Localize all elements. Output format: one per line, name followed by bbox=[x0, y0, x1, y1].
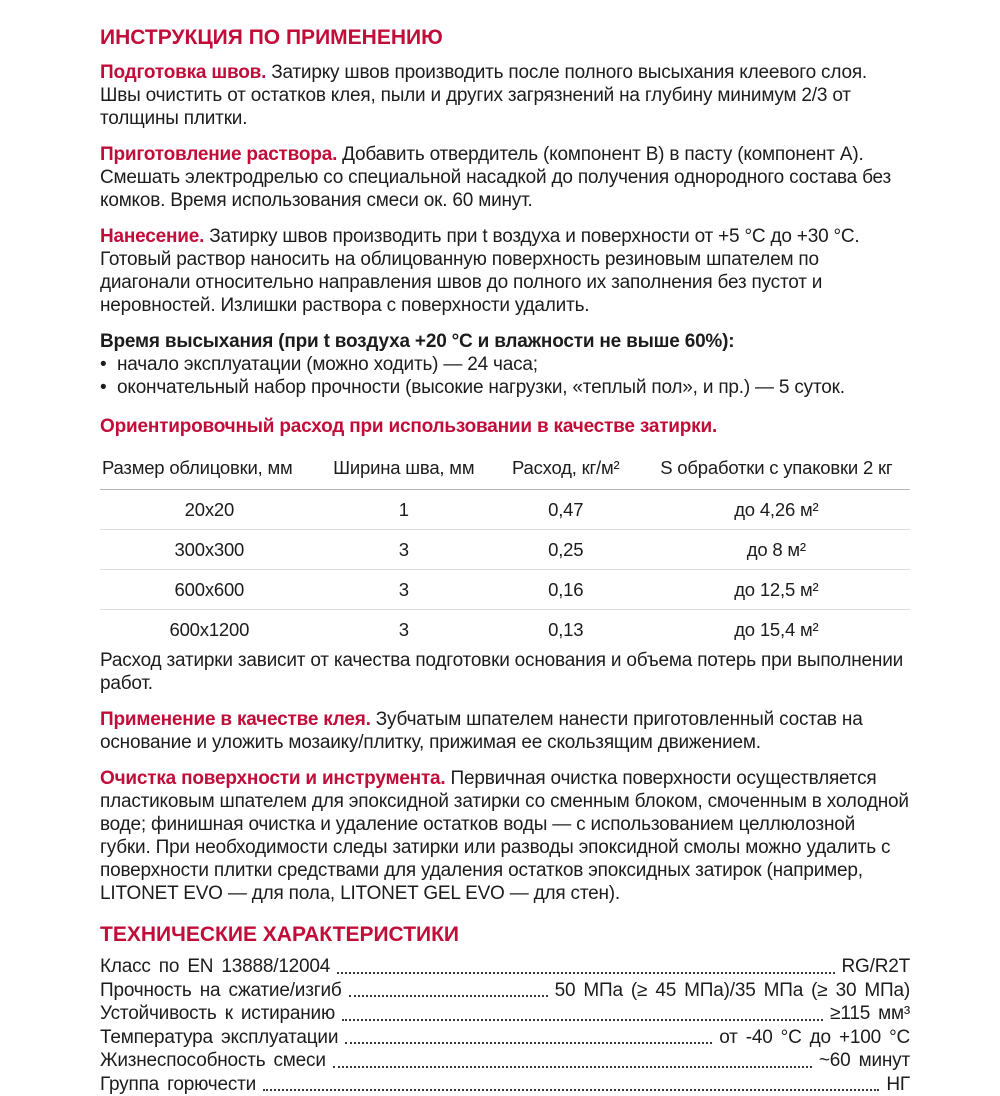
spec-value: от -40 °C до +100 °C bbox=[719, 1026, 910, 1050]
paragraph-application bbox=[100, 225, 910, 317]
cell-consumption: 0,47 bbox=[489, 490, 643, 530]
adhesive-use-text: Зубчатым шпателем нанести приготовленный состав на основание и уложить мозаику/плитку, прижимая ее скользящим движением. bbox=[100, 709, 863, 753]
column-header-coverage: S обработки с упаковки 2 кг bbox=[643, 448, 910, 490]
joint-preparation-text: Затирку швов производить после полного высыхания клеевого слоя. Швы очистить от остатков клея, пыли и других загрязнений на глубину минимум 2/3 от толщины плитки. bbox=[100, 62, 867, 129]
drying-item-text: начало эксплуатации (можно ходить) — 24 часа; bbox=[117, 353, 538, 376]
adhesive-use-lead: Применение в качестве клея. bbox=[100, 709, 371, 730]
paragraph-cleaning bbox=[100, 767, 910, 905]
column-header-tile-size: Размер облицовки, мм bbox=[100, 448, 319, 490]
table-row bbox=[100, 490, 910, 530]
spec-row-pot-life bbox=[100, 1049, 910, 1073]
tech-specs-heading: ТЕХНИЧЕСКИЕ ХАРАКТЕРИСТИКИ bbox=[100, 923, 910, 947]
spec-row-temperature bbox=[100, 1026, 910, 1050]
application-text: Затирку швов производить при t воздуха и поверхности от +5 °C до +30 °C. Готовый раствор наносить на облицованную поверхность резиновым шпателем по диагонали относительно направления швов до полного их заполнения без пустот и неровностей. Излишки раствора с поверхности удалить. bbox=[100, 226, 860, 316]
column-header-joint-width: Ширина шва, мм bbox=[319, 448, 489, 490]
dotted-leader bbox=[333, 1066, 812, 1068]
cell-coverage: до 12,5 м² bbox=[643, 570, 910, 610]
spec-label: Группа горючести bbox=[100, 1073, 256, 1096]
cell-tile-size: 600x600 bbox=[100, 570, 319, 610]
bullet-icon: • bbox=[100, 353, 117, 376]
table-row bbox=[100, 530, 910, 570]
spec-value: ~60 минут bbox=[819, 1049, 910, 1073]
cell-consumption: 0,25 bbox=[489, 530, 643, 570]
tech-specs-list bbox=[100, 955, 910, 1096]
cell-joint-width: 3 bbox=[319, 570, 489, 610]
table-row bbox=[100, 570, 910, 610]
spec-label: Устойчивость к истиранию bbox=[100, 1002, 335, 1026]
spec-value: НГ bbox=[886, 1073, 910, 1096]
cleaning-lead: Очистка поверхности и инструмента. bbox=[100, 768, 446, 789]
cell-joint-width: 3 bbox=[319, 610, 489, 650]
dotted-leader bbox=[263, 1089, 879, 1091]
mix-preparation-text: Добавить отвердитель (компонент B) в пасту (компонент A). Смешать электродрелью со специальной насадкой до получения однородного состава без комков. Время использования смеси ок. 60 минут. bbox=[100, 144, 891, 211]
list-item bbox=[100, 376, 910, 399]
joint-preparation-lead: Подготовка швов. bbox=[100, 62, 266, 83]
cleaning-text: Первичная очистка поверхности осуществляется пластиковым шпателем для эпоксидной затирки со сменным блоком, смоченным в холодной воде; финишная очистка и удаление остатков воды — с использованием целлюлозной губки. При необходимости следы затирки или разводы эпоксидной смолы можно удалить с поверхности плитки средствами для удаления остатков эпоксидных затирок (например, LITONET EVO — для пола, LITONET GEL EVO — для стен). bbox=[100, 768, 909, 904]
bullet-icon: • bbox=[100, 376, 117, 399]
spec-value: RG/R2T bbox=[842, 955, 910, 979]
paragraph-mix-preparation bbox=[100, 143, 910, 212]
cell-coverage: до 8 м² bbox=[643, 530, 910, 570]
cell-tile-size: 20x20 bbox=[100, 490, 319, 530]
spec-label: Температура эксплуатации bbox=[100, 1026, 338, 1050]
spec-row-class bbox=[100, 955, 910, 979]
spec-value: ≥115 мм³ bbox=[830, 1002, 910, 1026]
application-lead: Нанесение. bbox=[100, 226, 204, 247]
cell-coverage: до 15,4 м² bbox=[643, 610, 910, 650]
consumption-note: Расход затирки зависит от качества подготовки основания и объема потерь при выполнении работ. bbox=[100, 649, 910, 695]
dotted-leader bbox=[345, 1042, 712, 1044]
cell-coverage: до 4,26 м² bbox=[643, 490, 910, 530]
spec-row-strength bbox=[100, 979, 910, 1003]
cell-tile-size: 600x1200 bbox=[100, 610, 319, 650]
table-row bbox=[100, 610, 910, 650]
consumption-table bbox=[100, 448, 910, 649]
dotted-leader bbox=[342, 1019, 823, 1021]
dotted-leader bbox=[337, 972, 834, 974]
drying-item-text: окончательный набор прочности (высокие нагрузки, «теплый пол», и пр.) — 5 суток. bbox=[117, 376, 845, 399]
page-title: ИНСТРУКЦИЯ ПО ПРИМЕНЕНИЮ bbox=[100, 26, 910, 50]
cell-joint-width: 1 bbox=[319, 490, 489, 530]
spec-row-flammability bbox=[100, 1073, 910, 1096]
column-header-consumption: Расход, кг/м² bbox=[489, 448, 643, 490]
table-header-row bbox=[100, 448, 910, 490]
paragraph-adhesive-use bbox=[100, 708, 910, 754]
spec-label: Класс по EN 13888/12004 bbox=[100, 955, 330, 979]
cell-joint-width: 3 bbox=[319, 530, 489, 570]
spec-label: Жизнеспособность смеси bbox=[100, 1049, 326, 1073]
list-item bbox=[100, 353, 910, 376]
drying-time-list bbox=[100, 353, 910, 399]
spec-value: 50 МПа (≥ 45 МПа)/35 МПа (≥ 30 МПа) bbox=[555, 979, 910, 1003]
cell-consumption: 0,13 bbox=[489, 610, 643, 650]
spec-row-abrasion bbox=[100, 1002, 910, 1026]
cell-tile-size: 300x300 bbox=[100, 530, 319, 570]
cell-consumption: 0,16 bbox=[489, 570, 643, 610]
consumption-heading: Ориентировочный расход при использовании в качестве затирки. bbox=[100, 415, 910, 438]
mix-preparation-lead: Приготовление раствора. bbox=[100, 144, 337, 165]
paragraph-joint-preparation bbox=[100, 61, 910, 130]
dotted-leader bbox=[349, 995, 548, 997]
spec-label: Прочность на сжатие/изгиб bbox=[100, 979, 342, 1003]
drying-time-heading: Время высыхания (при t воздуха +20 °C и влажности не выше 60%): bbox=[100, 330, 910, 353]
